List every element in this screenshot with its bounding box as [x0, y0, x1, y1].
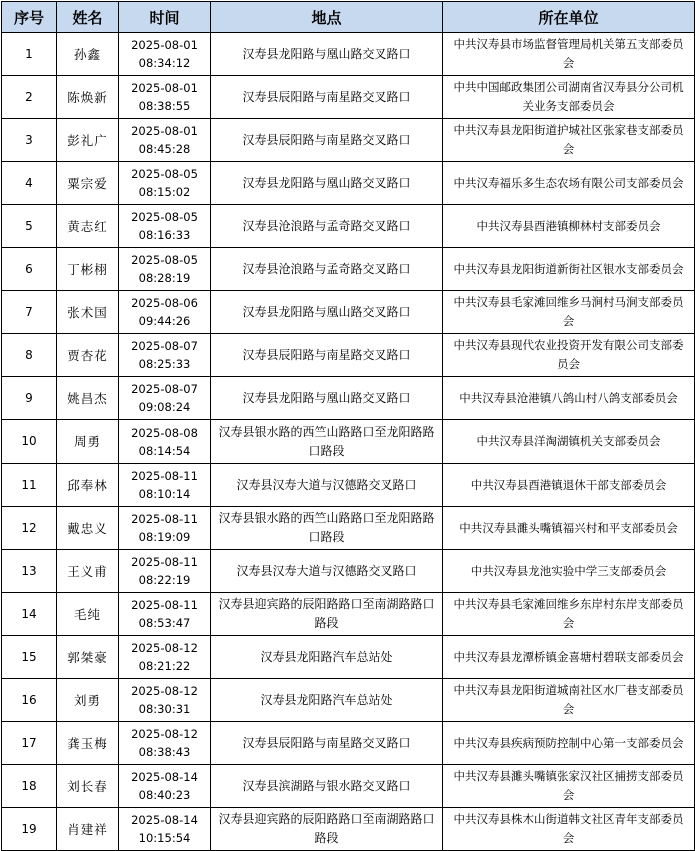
table-row: [2, 679, 695, 722]
work-unit: 中共汉寿县疾病预防控制中心第一支部委员会: [443, 722, 695, 765]
header-no: 序号: [2, 2, 57, 33]
location: 汉寿县龙阳路汽车总站处: [211, 636, 443, 679]
row-number: 9: [2, 377, 57, 420]
work-unit: 中共汉寿县龙阳街道新街社区银水支部委员会: [443, 248, 695, 291]
record-date: 2025-08-14: [131, 770, 198, 784]
record-time: [119, 420, 211, 464]
work-unit: 中共汉寿县龙潭桥镇金喜塘村碧联支部委员会: [443, 636, 695, 679]
record-time: [119, 119, 211, 162]
person-name: 王义甫: [57, 550, 119, 593]
work-unit: 中共汉寿县龙阳街道城南社区水厂巷支部委员会: [443, 679, 695, 722]
row-number: 1: [2, 33, 57, 76]
work-unit: 中共汉寿县市场监督管理局机关第五支部委员会: [443, 33, 695, 76]
record-date: 2025-08-12: [131, 727, 198, 741]
record-clock: 09:44:26: [138, 314, 191, 328]
header-unit: 所在单位: [443, 2, 695, 33]
record-date: 2025-08-05: [131, 210, 198, 224]
table-row: [2, 636, 695, 679]
person-name: 郭桀豪: [57, 636, 119, 679]
row-number: 5: [2, 205, 57, 248]
table-row: [2, 593, 695, 636]
table-row: [2, 76, 695, 119]
person-name: 黄志红: [57, 205, 119, 248]
work-unit: 中共汉寿县沧港镇八鸽山村八鸽支部委员会: [443, 377, 695, 420]
location: 汉寿县迎宾路的辰阳路路口至南湖路路口路段: [211, 808, 443, 851]
work-unit: 中共汉寿福乐多生态农场有限公司支部委员会: [443, 162, 695, 205]
record-clock: 08:34:12: [138, 56, 191, 70]
header-name: 姓名: [57, 2, 119, 33]
person-name: 张术国: [57, 291, 119, 334]
record-clock: 08:40:23: [138, 788, 191, 802]
person-name: 刘长春: [57, 765, 119, 808]
record-time: [119, 33, 211, 76]
record-date: 2025-08-12: [131, 641, 198, 655]
row-number: 10: [2, 420, 57, 464]
record-time: [119, 464, 211, 507]
row-number: 13: [2, 550, 57, 593]
work-unit: 中共汉寿县龙阳街道护城社区张家巷支部委员会: [443, 119, 695, 162]
location: 汉寿县银水路的西竺山路路口至龙阳路路口路段: [211, 507, 443, 550]
record-clock: 08:22:19: [138, 573, 191, 587]
record-time: [119, 507, 211, 550]
row-number: 14: [2, 593, 57, 636]
table-row: [2, 464, 695, 507]
record-clock: 08:30:31: [138, 702, 191, 716]
table-row: [2, 765, 695, 808]
record-date: 2025-08-07: [131, 382, 198, 396]
record-clock: 08:25:33: [138, 357, 191, 371]
row-number: 7: [2, 291, 57, 334]
record-time: [119, 679, 211, 722]
record-clock: 08:16:33: [138, 228, 191, 242]
person-name: 周勇: [57, 420, 119, 464]
person-name: 肖建祥: [57, 808, 119, 851]
record-date: 2025-08-11: [131, 469, 198, 483]
record-clock: 08:28:19: [138, 271, 191, 285]
person-name: 陈焕新: [57, 76, 119, 119]
record-date: 2025-08-06: [131, 296, 198, 310]
record-time: [119, 550, 211, 593]
person-name: 龚玉梅: [57, 722, 119, 765]
person-name: 孙鑫: [57, 33, 119, 76]
record-date: 2025-08-14: [131, 813, 198, 827]
location: 汉寿县银水路的西竺山路路口至龙阳路路口路段: [211, 420, 443, 464]
record-clock: 08:53:47: [138, 616, 191, 630]
person-name: 贾杏花: [57, 334, 119, 377]
work-unit: 中共中国邮政集团公司湖南省汉寿县分公司机关业务支部委员会: [443, 76, 695, 119]
record-clock: 08:10:14: [138, 487, 191, 501]
table-row: [2, 420, 695, 464]
work-unit: 中共汉寿县株木山街道韩文社区青年支部委员会: [443, 808, 695, 851]
location: 汉寿县沧浪路与孟奇路交叉路口: [211, 248, 443, 291]
location: 汉寿县辰阳路与南星路交叉路口: [211, 119, 443, 162]
person-name: 刘勇: [57, 679, 119, 722]
location: 汉寿县迎宾路的辰阳路路口至南湖路路口路段: [211, 593, 443, 636]
violations-table: [1, 1, 695, 851]
location: 汉寿县汉寿大道与汉德路交叉路口: [211, 550, 443, 593]
record-date: 2025-08-01: [131, 81, 198, 95]
row-number: 19: [2, 808, 57, 851]
record-date: 2025-08-05: [131, 167, 198, 181]
table-row: [2, 248, 695, 291]
row-number: 6: [2, 248, 57, 291]
location: 汉寿县辰阳路与南星路交叉路口: [211, 334, 443, 377]
record-clock: 08:38:43: [138, 745, 191, 759]
person-name: 戴忠义: [57, 507, 119, 550]
person-name: 毛纯: [57, 593, 119, 636]
record-time: [119, 808, 211, 851]
record-date: 2025-08-05: [131, 253, 198, 267]
header-location: 地点: [211, 2, 443, 33]
person-name: 粟宗爱: [57, 162, 119, 205]
record-time: [119, 248, 211, 291]
row-number: 2: [2, 76, 57, 119]
table-row: [2, 550, 695, 593]
record-time: [119, 162, 211, 205]
record-date: 2025-08-01: [131, 124, 198, 138]
row-number: 16: [2, 679, 57, 722]
work-unit: 中共汉寿县龙池实验中学三支部委员会: [443, 550, 695, 593]
record-clock: 08:38:55: [138, 99, 191, 113]
row-number: 4: [2, 162, 57, 205]
location: 汉寿县滨湖路与银水路交叉路口: [211, 765, 443, 808]
record-time: [119, 636, 211, 679]
record-clock: 08:21:22: [138, 659, 191, 673]
work-unit: 中共汉寿县濉头嘴镇张家汉社区捕捞支部委员会: [443, 765, 695, 808]
record-time: [119, 765, 211, 808]
location: 汉寿县沧浪路与孟奇路交叉路口: [211, 205, 443, 248]
record-clock: 09:08:24: [138, 400, 191, 414]
row-number: 3: [2, 119, 57, 162]
location: 汉寿县辰阳路与南星路交叉路口: [211, 722, 443, 765]
record-date: 2025-08-11: [131, 512, 198, 526]
work-unit: 中共汉寿县酉港镇柳林村支部委员会: [443, 205, 695, 248]
row-number: 11: [2, 464, 57, 507]
record-clock: 10:15:54: [138, 831, 191, 845]
record-date: 2025-08-08: [131, 425, 198, 440]
table-row: [2, 205, 695, 248]
work-unit: 中共汉寿县酉港镇退休干部支部委员会: [443, 464, 695, 507]
table-body: [2, 33, 695, 851]
record-date: 2025-08-01: [131, 38, 198, 52]
record-date: 2025-08-11: [131, 598, 198, 612]
location: 汉寿县辰阳路与南星路交叉路口: [211, 76, 443, 119]
row-number: 17: [2, 722, 57, 765]
table-row: [2, 334, 695, 377]
table-row: [2, 377, 695, 420]
table-row: [2, 33, 695, 76]
location: 汉寿县龙阳路汽车总站处: [211, 679, 443, 722]
record-time: [119, 334, 211, 377]
table-row: [2, 507, 695, 550]
row-number: 18: [2, 765, 57, 808]
record-clock: 08:19:09: [138, 530, 191, 544]
table-row: [2, 722, 695, 765]
table-row: [2, 291, 695, 334]
work-unit: 中共汉寿县现代农业投资开发有限公司支部委员会: [443, 334, 695, 377]
row-number: 8: [2, 334, 57, 377]
record-date: 2025-08-12: [131, 684, 198, 698]
row-number: 15: [2, 636, 57, 679]
person-name: 丁彬栩: [57, 248, 119, 291]
location: 汉寿县龙阳路与凰山路交叉路口: [211, 291, 443, 334]
record-clock: 08:45:28: [138, 142, 191, 156]
work-unit: 中共汉寿县濉头嘴镇福兴村和平支部委员会: [443, 507, 695, 550]
record-clock: 08:14:54: [138, 443, 191, 458]
record-date: 2025-08-11: [131, 555, 198, 569]
table-row: [2, 808, 695, 851]
location: 汉寿县汉寿大道与汉德路交叉路口: [211, 464, 443, 507]
record-clock: 08:15:02: [138, 185, 191, 199]
location: 汉寿县龙阳路与凰山路交叉路口: [211, 377, 443, 420]
work-unit: 中共汉寿县毛家滩回维乡东岸村东岸支部委员会: [443, 593, 695, 636]
record-time: [119, 722, 211, 765]
record-time: [119, 377, 211, 420]
location: 汉寿县龙阳路与凰山路交叉路口: [211, 33, 443, 76]
work-unit: 中共汉寿县毛家滩回维乡马涧村马涧支部委员会: [443, 291, 695, 334]
table-header-row: [2, 2, 695, 33]
row-number: 12: [2, 507, 57, 550]
header-time: 时间: [119, 2, 211, 33]
record-time: [119, 291, 211, 334]
person-name: 姚昌杰: [57, 377, 119, 420]
record-time: [119, 76, 211, 119]
table-row: [2, 162, 695, 205]
table-row: [2, 119, 695, 162]
record-date: 2025-08-07: [131, 339, 198, 353]
person-name: 邱奉林: [57, 464, 119, 507]
record-time: [119, 593, 211, 636]
work-unit: 中共汉寿县洋淘湖镇机关支部委员会: [443, 420, 695, 464]
location: 汉寿县龙阳路与凰山路交叉路口: [211, 162, 443, 205]
record-time: [119, 205, 211, 248]
person-name: 彭礼广: [57, 119, 119, 162]
